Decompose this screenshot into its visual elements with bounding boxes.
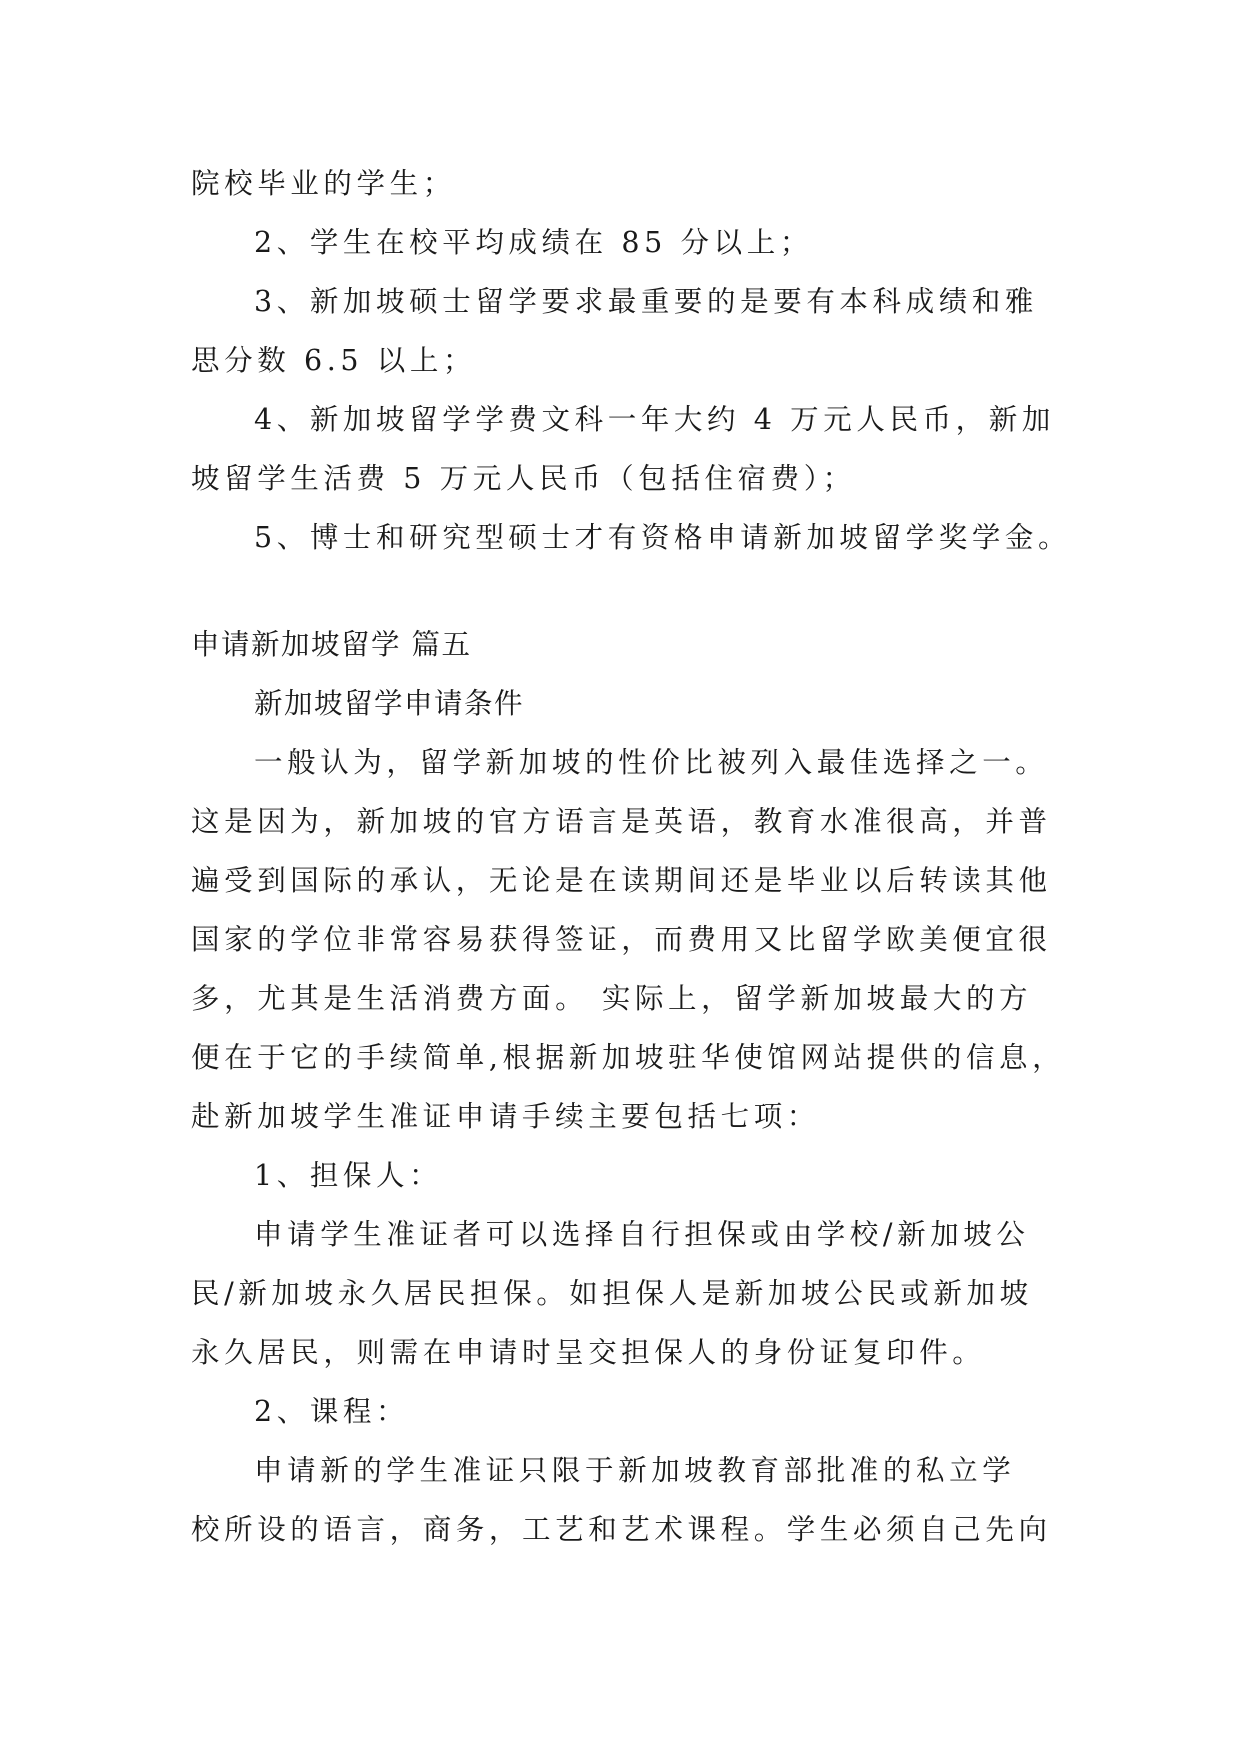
section-subheading: 新加坡留学申请条件 (254, 687, 525, 720)
paragraph-line: 永久居民，则需在申请时呈交担保人的身份证复印件。 (191, 1336, 986, 1369)
paragraph-line: 坡留学生活费 5 万元人民币（包括住宿费）； (191, 462, 856, 495)
paragraph-line: 民/新加坡永久居民担保。如担保人是新加坡公民或新加坡 (191, 1277, 1033, 1310)
list-item-5: 5、博士和研究型硕士才有资格申请新加坡留学奖学金。 (254, 521, 1072, 554)
list-item-2: 2、课程： (254, 1395, 410, 1428)
paragraph-line: 申请学生准证者可以选择自行担保或由学校/新加坡公 (254, 1218, 1030, 1251)
paragraph-line: 申请新的学生准证只限于新加坡教育部批准的私立学 (254, 1454, 1016, 1487)
list-item-1: 1、担保人： (254, 1159, 443, 1192)
paragraph-line: 国家的学位非常容易获得签证，而费用又比留学欧美便宜很 (191, 923, 1052, 956)
paragraph-line: 思分数 6.5 以上； (191, 344, 477, 377)
section-heading: 申请新加坡留学 篇五 (191, 628, 472, 661)
paragraph-line: 赴新加坡学生准证申请手续主要包括七项： (191, 1100, 820, 1133)
paragraph-line: 遍受到国际的承认，无论是在读期间还是毕业以后转读其他 (191, 864, 1052, 897)
paragraph-line: 校所设的语言，商务，工艺和艺术课程。学生必须自己先向 (191, 1513, 1052, 1546)
list-item-4: 4、新加坡留学学费文科一年大约 4 万元人民币，新加 (254, 403, 1055, 436)
paragraph-line: 院校毕业的学生； (191, 167, 456, 200)
paragraph-line: 多，尤其是生活消费方面。 实际上，留学新加坡最大的方 (191, 982, 1033, 1015)
list-item-3: 3、新加坡硕士留学要求最重要的是要有本科成绩和雅 (254, 285, 1039, 318)
paragraph-line: 一般认为，留学新加坡的性价比被列入最佳选择之一。 (254, 746, 1049, 779)
paragraph-line: 这是因为，新加坡的官方语言是英语，教育水准很高，并普 (191, 805, 1052, 838)
paragraph-line: 便在于它的手续简单,根据新加坡驻华使馆网站提供的信息， (191, 1041, 1066, 1074)
list-item-2: 2、学生在校平均成绩在 85 分以上； (254, 226, 813, 259)
